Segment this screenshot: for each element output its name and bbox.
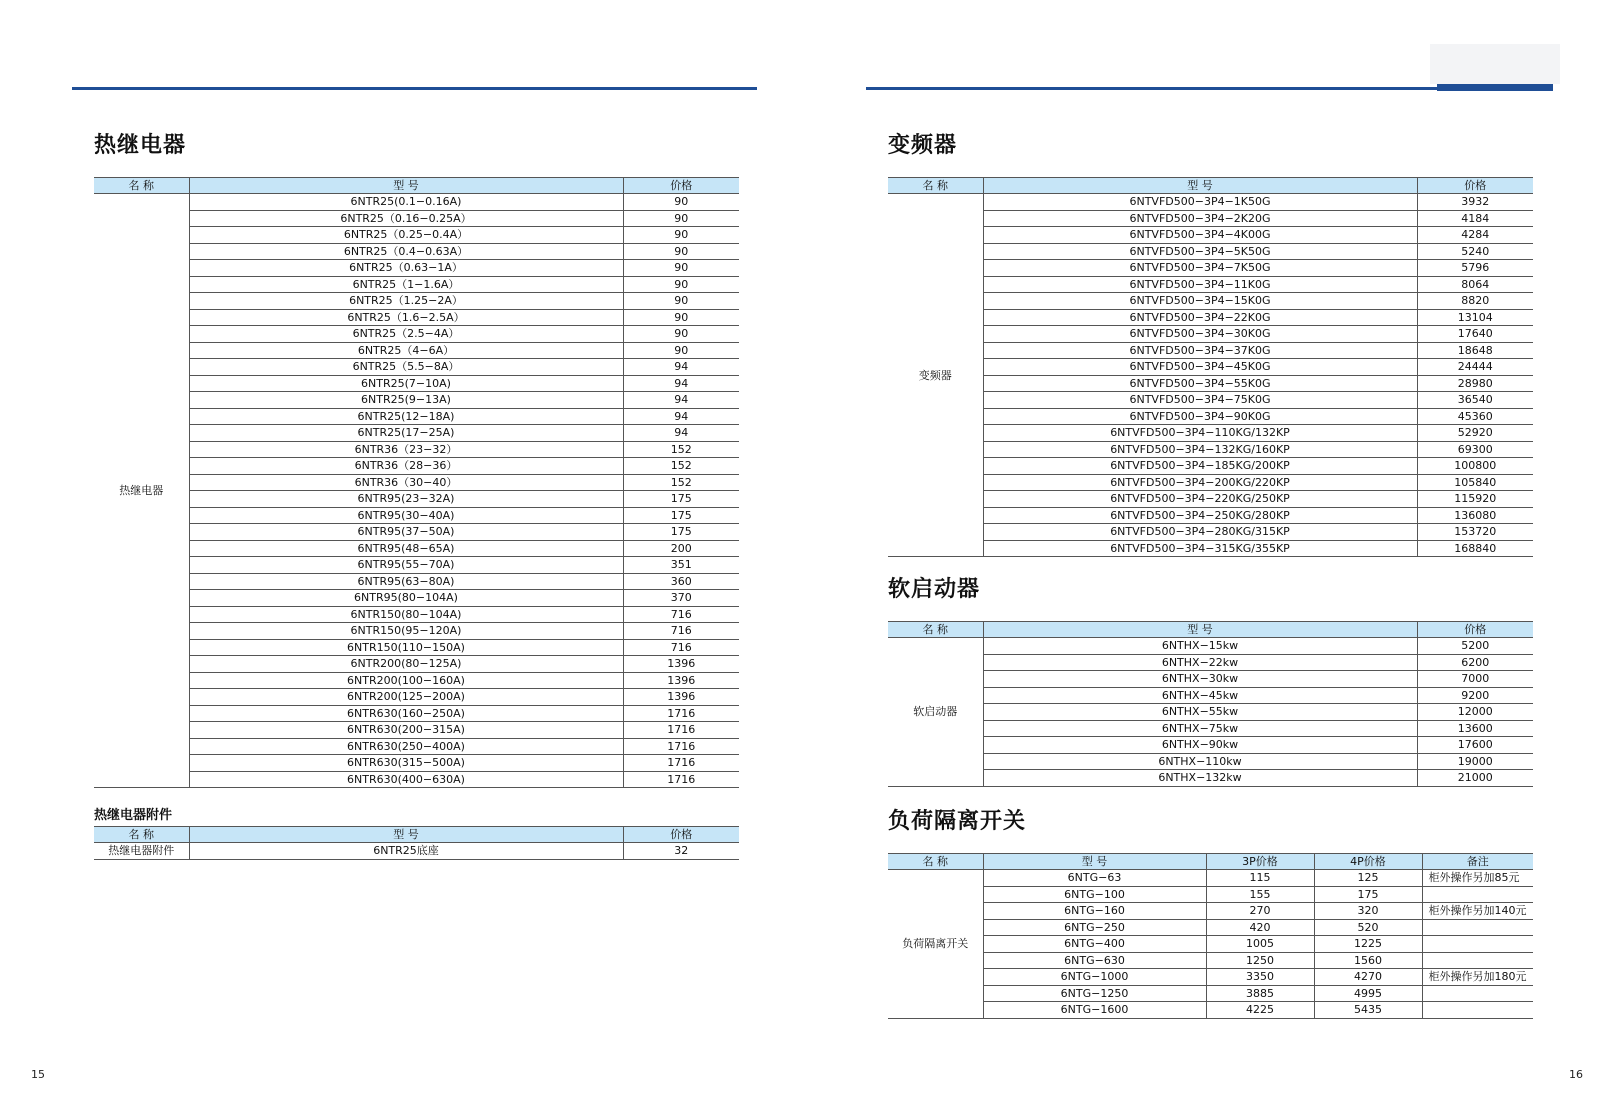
- table-row: [888, 753, 1533, 770]
- table-row: [94, 606, 739, 623]
- table-row: [888, 638, 1533, 655]
- cell-model: 6NTHX−22kw: [983, 654, 1417, 671]
- table-row: [94, 210, 739, 227]
- cell-model: 6NTR25（1.25−2A）: [189, 293, 623, 310]
- col-header-model: 型 号: [189, 178, 623, 194]
- row-group-name: 软启动器: [888, 638, 983, 787]
- cell-note: [1422, 952, 1533, 969]
- table-row: [94, 771, 739, 788]
- cell-model: 6NTVFD500−3P4−11K0G: [983, 276, 1417, 293]
- cell-model: 6NTR25(0.1−0.16A): [189, 194, 623, 211]
- cell-price: 1716: [623, 705, 739, 722]
- table-row: [94, 342, 739, 359]
- table-row: [888, 425, 1533, 442]
- cell-price: 90: [623, 309, 739, 326]
- cell-price: 90: [623, 243, 739, 260]
- cell-model: 6NTVFD500−3P4−45K0G: [983, 359, 1417, 376]
- cell-model: 6NTR25（0.25−0.4A）: [189, 227, 623, 244]
- cell-price: 90: [623, 227, 739, 244]
- cell-price: 90: [623, 342, 739, 359]
- table-row: [888, 243, 1533, 260]
- table-row: [94, 359, 739, 376]
- cell-price: 200: [623, 540, 739, 557]
- table-row: [888, 919, 1533, 936]
- table-row: [888, 654, 1533, 671]
- cell-price: 52920: [1417, 425, 1533, 442]
- cell-note: [1422, 1002, 1533, 1019]
- cell-price: 1396: [623, 656, 739, 673]
- cell-price: 360: [623, 573, 739, 590]
- cell-model: 6NTR95(23−32A): [189, 491, 623, 508]
- cell-price: 90: [623, 326, 739, 343]
- cell-model: 6NTR95(30−40A): [189, 507, 623, 524]
- table-row: [888, 392, 1533, 409]
- cell-model: 6NTVFD500−3P4−315KG/355KP: [983, 540, 1417, 557]
- cell-price: 90: [623, 293, 739, 310]
- table-row: [888, 737, 1533, 754]
- table-row: [888, 326, 1533, 343]
- table-header-row: [888, 854, 1533, 870]
- table-row: [888, 936, 1533, 953]
- table-row: [94, 425, 739, 442]
- row-group-name: 负荷隔离开关: [888, 870, 983, 1019]
- cell-price: 153720: [1417, 524, 1533, 541]
- cell-price: 4184: [1417, 210, 1533, 227]
- table-row: [888, 309, 1533, 326]
- cell-model: 6NTHX−110kw: [983, 753, 1417, 770]
- cell-model: 6NTHX−90kw: [983, 737, 1417, 754]
- row-group-name: 热继电器附件: [94, 843, 189, 860]
- cell-price: 9200: [1417, 687, 1533, 704]
- table-row: [94, 194, 739, 211]
- table-row: [888, 194, 1533, 211]
- page-number-right: 16: [1569, 1068, 1583, 1081]
- cell-p3: 3885: [1206, 985, 1314, 1002]
- table-row: [888, 276, 1533, 293]
- cell-model: 6NTG−63: [983, 870, 1206, 887]
- table-row: [94, 672, 739, 689]
- table-row: [94, 540, 739, 557]
- cell-price: 115920: [1417, 491, 1533, 508]
- cell-price: 175: [623, 524, 739, 541]
- cell-model: 6NTG−160: [983, 903, 1206, 920]
- cell-price: 5200: [1417, 638, 1533, 655]
- cell-price: 24444: [1417, 359, 1533, 376]
- cell-p3: 3350: [1206, 969, 1314, 986]
- cell-price: 21000: [1417, 770, 1533, 787]
- cell-model: 6NTR150(95−120A): [189, 623, 623, 640]
- table-row: [888, 293, 1533, 310]
- cell-model: 6NTVFD500−3P4−75K0G: [983, 392, 1417, 409]
- cell-price: 32: [623, 843, 739, 860]
- col-header-model: 型 号: [983, 854, 1206, 870]
- cell-model: 6NTVFD500−3P4−185KG/200KP: [983, 458, 1417, 475]
- cell-model: 6NTR25（5.5−8A）: [189, 359, 623, 376]
- table-row: [888, 474, 1533, 491]
- cell-price: 100800: [1417, 458, 1533, 475]
- table-row: [888, 540, 1533, 557]
- cell-p4: 1225: [1314, 936, 1422, 953]
- table-row: [94, 309, 739, 326]
- cell-model: 6NTVFD500−3P4−37K0G: [983, 342, 1417, 359]
- cell-model: 6NTVFD500−3P4−220KG/250KP: [983, 491, 1417, 508]
- cell-price: 5796: [1417, 260, 1533, 277]
- table-row: [888, 870, 1533, 887]
- col-header-name: 名 称: [94, 178, 189, 194]
- header-watermark-block: [1430, 44, 1560, 84]
- cell-price: 90: [623, 276, 739, 293]
- cell-note: [1422, 919, 1533, 936]
- table-row: [888, 375, 1533, 392]
- cell-model: 6NTR25（0.16−0.25A）: [189, 210, 623, 227]
- cell-model: 6NTR25（2.5−4A）: [189, 326, 623, 343]
- table-row: [94, 524, 739, 541]
- col-header-name: 名 称: [888, 854, 983, 870]
- cell-model: 6NTVFD500−3P4−200KG/220KP: [983, 474, 1417, 491]
- cell-price: 8820: [1417, 293, 1533, 310]
- cell-model: 6NTHX−55kw: [983, 704, 1417, 721]
- cell-note: [1422, 985, 1533, 1002]
- cell-p3: 4225: [1206, 1002, 1314, 1019]
- cell-price: 716: [623, 623, 739, 640]
- cell-p4: 4995: [1314, 985, 1422, 1002]
- cell-price: 716: [623, 639, 739, 656]
- table-row: [888, 342, 1533, 359]
- soft-starter-table: [888, 621, 1533, 787]
- cell-model: 6NTG−100: [983, 886, 1206, 903]
- cell-price: 4284: [1417, 227, 1533, 244]
- page-number-left: 15: [31, 1068, 45, 1081]
- table-row: [94, 491, 739, 508]
- cell-price: 3932: [1417, 194, 1533, 211]
- col-header-name: 名 称: [888, 622, 983, 638]
- cell-model: 6NTR95(37−50A): [189, 524, 623, 541]
- cell-price: 152: [623, 474, 739, 491]
- table-row: [94, 441, 739, 458]
- cell-model: 6NTR36（30−40）: [189, 474, 623, 491]
- cell-model: 6NTR95(55−70A): [189, 557, 623, 574]
- cell-model: 6NTR95(48−65A): [189, 540, 623, 557]
- cell-price: 90: [623, 194, 739, 211]
- cell-model: 6NTR200(80−125A): [189, 656, 623, 673]
- cell-price: 19000: [1417, 753, 1533, 770]
- col-header-note: 备注: [1422, 854, 1533, 870]
- cell-price: 1716: [623, 722, 739, 739]
- cell-price: 13104: [1417, 309, 1533, 326]
- cell-price: 17640: [1417, 326, 1533, 343]
- cell-model: 6NTVFD500−3P4−5K50G: [983, 243, 1417, 260]
- cell-price: 152: [623, 458, 739, 475]
- cell-model: 6NTVFD500−3P4−90K0G: [983, 408, 1417, 425]
- cell-price: 8064: [1417, 276, 1533, 293]
- cell-price: 90: [623, 210, 739, 227]
- cell-price: 136080: [1417, 507, 1533, 524]
- cell-note: [1422, 936, 1533, 953]
- table-row: [94, 623, 739, 640]
- cell-price: 94: [623, 359, 739, 376]
- table-row: [94, 408, 739, 425]
- thermal-accessory-table: [94, 826, 739, 860]
- table-row: [94, 392, 739, 409]
- cell-p4: 175: [1314, 886, 1422, 903]
- row-group-name: 变频器: [888, 194, 983, 557]
- cell-model: 6NTG−1000: [983, 969, 1206, 986]
- cell-model: 6NTVFD500−3P4−15K0G: [983, 293, 1417, 310]
- cell-model: 6NTR25(17−25A): [189, 425, 623, 442]
- cell-note: [1422, 886, 1533, 903]
- cell-price: 13600: [1417, 720, 1533, 737]
- cell-model: 6NTVFD500−3P4−7K50G: [983, 260, 1417, 277]
- cell-model: 6NTR25(7−10A): [189, 375, 623, 392]
- cell-model: 6NTR25（1−1.6A）: [189, 276, 623, 293]
- header-accent-bar: [1437, 84, 1553, 91]
- cell-price: 716: [623, 606, 739, 623]
- cell-price: 5240: [1417, 243, 1533, 260]
- cell-model: 6NTHX−45kw: [983, 687, 1417, 704]
- table-row: [94, 557, 739, 574]
- cell-price: 36540: [1417, 392, 1533, 409]
- table-row: [94, 227, 739, 244]
- cell-p3: 420: [1206, 919, 1314, 936]
- cell-model: 6NTR200(125−200A): [189, 689, 623, 706]
- col-header-price: 价格: [623, 827, 739, 843]
- cell-model: 6NTR25（4−6A）: [189, 342, 623, 359]
- cell-p3: 1250: [1206, 952, 1314, 969]
- cell-price: 90: [623, 260, 739, 277]
- cell-price: 18648: [1417, 342, 1533, 359]
- cell-price: 28980: [1417, 375, 1533, 392]
- table-row: [888, 1002, 1533, 1019]
- cell-model: 6NTG−1600: [983, 1002, 1206, 1019]
- cell-p4: 520: [1314, 919, 1422, 936]
- table-row: [94, 243, 739, 260]
- cell-price: 94: [623, 392, 739, 409]
- cell-model: 6NTR630(160−250A): [189, 705, 623, 722]
- table-header-row: [888, 178, 1533, 194]
- table-row: [888, 507, 1533, 524]
- col-header-name: 名 称: [888, 178, 983, 194]
- cell-p4: 125: [1314, 870, 1422, 887]
- table-row: [94, 656, 739, 673]
- table-row: [888, 260, 1533, 277]
- cell-model: 6NTR25（0.63−1A）: [189, 260, 623, 277]
- cell-p4: 1560: [1314, 952, 1422, 969]
- cell-model: 6NTVFD500−3P4−280KG/315KP: [983, 524, 1417, 541]
- cell-model: 6NTR95(80−104A): [189, 590, 623, 607]
- cell-price: 12000: [1417, 704, 1533, 721]
- cell-p4: 320: [1314, 903, 1422, 920]
- cell-price: 1396: [623, 689, 739, 706]
- cell-p3: 155: [1206, 886, 1314, 903]
- cell-p3: 1005: [1206, 936, 1314, 953]
- table-row: [888, 210, 1533, 227]
- table-row: [94, 573, 739, 590]
- cell-model: 6NTVFD500−3P4−22K0G: [983, 309, 1417, 326]
- cell-note: 柜外操作另加85元: [1422, 870, 1533, 887]
- cell-price: 1396: [623, 672, 739, 689]
- col-header-price: 价格: [1417, 178, 1533, 194]
- cell-note: 柜外操作另加180元: [1422, 969, 1533, 986]
- cell-p3: 115: [1206, 870, 1314, 887]
- row-group-name: 热继电器: [94, 194, 189, 788]
- cell-price: 1716: [623, 738, 739, 755]
- section-title-vfd: 变频器: [888, 133, 958, 158]
- cell-model: 6NTR95(63−80A): [189, 573, 623, 590]
- table-row: [94, 507, 739, 524]
- cell-model: 6NTVFD500−3P4−132KG/160KP: [983, 441, 1417, 458]
- section-title-thermal-relay: 热继电器: [94, 133, 187, 158]
- table-row: [888, 458, 1533, 475]
- table-row: [94, 722, 739, 739]
- cell-price: 152: [623, 441, 739, 458]
- table-header-row: [94, 178, 739, 194]
- col-header-model: 型 号: [189, 827, 623, 843]
- table-row: [94, 293, 739, 310]
- table-row: [94, 375, 739, 392]
- table-row: [888, 903, 1533, 920]
- col-header-price: 价格: [623, 178, 739, 194]
- cell-price: 17600: [1417, 737, 1533, 754]
- cell-model: 6NTG−250: [983, 919, 1206, 936]
- cell-model: 6NTG−630: [983, 952, 1206, 969]
- table-row: [888, 886, 1533, 903]
- cell-price: 168840: [1417, 540, 1533, 557]
- table-row: [888, 359, 1533, 376]
- table-row: [888, 491, 1533, 508]
- cell-price: 351: [623, 557, 739, 574]
- table-row: [94, 755, 739, 772]
- table-header-row: [94, 827, 739, 843]
- cell-model: 6NTHX−132kw: [983, 770, 1417, 787]
- cell-price: 370: [623, 590, 739, 607]
- cell-price: 1716: [623, 771, 739, 788]
- table-row: [94, 260, 739, 277]
- cell-model: 6NTVFD500−3P4−30K0G: [983, 326, 1417, 343]
- col-header-3p-price: 3P价格: [1206, 854, 1314, 870]
- table-row: [888, 770, 1533, 787]
- table-row: [94, 639, 739, 656]
- cell-model: 6NTR25(9−13A): [189, 392, 623, 409]
- table-row: [888, 720, 1533, 737]
- load-switch-table: [888, 853, 1533, 1019]
- cell-model: 6NTR630(200−315A): [189, 722, 623, 739]
- cell-model: 6NTR630(400−630A): [189, 771, 623, 788]
- table-row: [94, 458, 739, 475]
- cell-model: 6NTVFD500−3P4−1K50G: [983, 194, 1417, 211]
- cell-price: 69300: [1417, 441, 1533, 458]
- vfd-table: [888, 177, 1533, 557]
- table-row: [888, 969, 1533, 986]
- table-row: [888, 704, 1533, 721]
- cell-price: 105840: [1417, 474, 1533, 491]
- cell-model: 6NTR150(110−150A): [189, 639, 623, 656]
- cell-price: 6200: [1417, 654, 1533, 671]
- cell-model: 6NTR25底座: [189, 843, 623, 860]
- cell-model: 6NTVFD500−3P4−110KG/132KP: [983, 425, 1417, 442]
- cell-model: 6NTVFD500−3P4−2K20G: [983, 210, 1417, 227]
- table-row: [94, 738, 739, 755]
- table-row: [94, 590, 739, 607]
- table-row: [94, 705, 739, 722]
- cell-p4: 5435: [1314, 1002, 1422, 1019]
- table-row: [94, 843, 739, 860]
- cell-price: 94: [623, 375, 739, 392]
- table-row: [888, 227, 1533, 244]
- header-rule-left: [72, 87, 757, 90]
- cell-price: 7000: [1417, 671, 1533, 688]
- section-title-thermal-accessory: 热继电器附件: [94, 808, 173, 823]
- cell-model: 6NTR630(315−500A): [189, 755, 623, 772]
- table-row: [888, 524, 1533, 541]
- cell-price: 175: [623, 491, 739, 508]
- table-row: [888, 408, 1533, 425]
- cell-p3: 270: [1206, 903, 1314, 920]
- col-header-name: 名 称: [94, 827, 189, 843]
- table-row: [94, 689, 739, 706]
- cell-model: 6NTG−1250: [983, 985, 1206, 1002]
- cell-model: 6NTVFD500−3P4−250KG/280KP: [983, 507, 1417, 524]
- col-header-price: 价格: [1417, 622, 1533, 638]
- cell-model: 6NTR25(12−18A): [189, 408, 623, 425]
- cell-model: 6NTR200(100−160A): [189, 672, 623, 689]
- section-title-load-switch: 负荷隔离开关: [888, 809, 1027, 834]
- cell-model: 6NTR25（0.4−0.63A）: [189, 243, 623, 260]
- col-header-model: 型 号: [983, 622, 1417, 638]
- table-row: [888, 687, 1533, 704]
- cell-note: 柜外操作另加140元: [1422, 903, 1533, 920]
- cell-model: 6NTHX−75kw: [983, 720, 1417, 737]
- col-header-model: 型 号: [983, 178, 1417, 194]
- table-row: [94, 276, 739, 293]
- cell-model: 6NTHX−15kw: [983, 638, 1417, 655]
- cell-model: 6NTHX−30kw: [983, 671, 1417, 688]
- table-row: [94, 474, 739, 491]
- cell-price: 94: [623, 408, 739, 425]
- table-row: [888, 671, 1533, 688]
- cell-model: 6NTG−400: [983, 936, 1206, 953]
- table-row: [888, 985, 1533, 1002]
- cell-model: 6NTR150(80−104A): [189, 606, 623, 623]
- cell-model: 6NTVFD500−3P4−55K0G: [983, 375, 1417, 392]
- table-header-row: [888, 622, 1533, 638]
- cell-price: 1716: [623, 755, 739, 772]
- cell-price: 94: [623, 425, 739, 442]
- cell-p4: 4270: [1314, 969, 1422, 986]
- section-title-soft-starter: 软启动器: [888, 577, 981, 602]
- table-row: [94, 326, 739, 343]
- cell-model: 6NTR25（1.6−2.5A）: [189, 309, 623, 326]
- table-row: [888, 952, 1533, 969]
- cell-model: 6NTR36（23−32）: [189, 441, 623, 458]
- cell-model: 6NTVFD500−3P4−4K00G: [983, 227, 1417, 244]
- cell-price: 175: [623, 507, 739, 524]
- thermal-relay-table: [94, 177, 739, 788]
- cell-price: 45360: [1417, 408, 1533, 425]
- cell-model: 6NTR630(250−400A): [189, 738, 623, 755]
- table-row: [888, 441, 1533, 458]
- col-header-4p-price: 4P价格: [1314, 854, 1422, 870]
- cell-model: 6NTR36（28−36）: [189, 458, 623, 475]
